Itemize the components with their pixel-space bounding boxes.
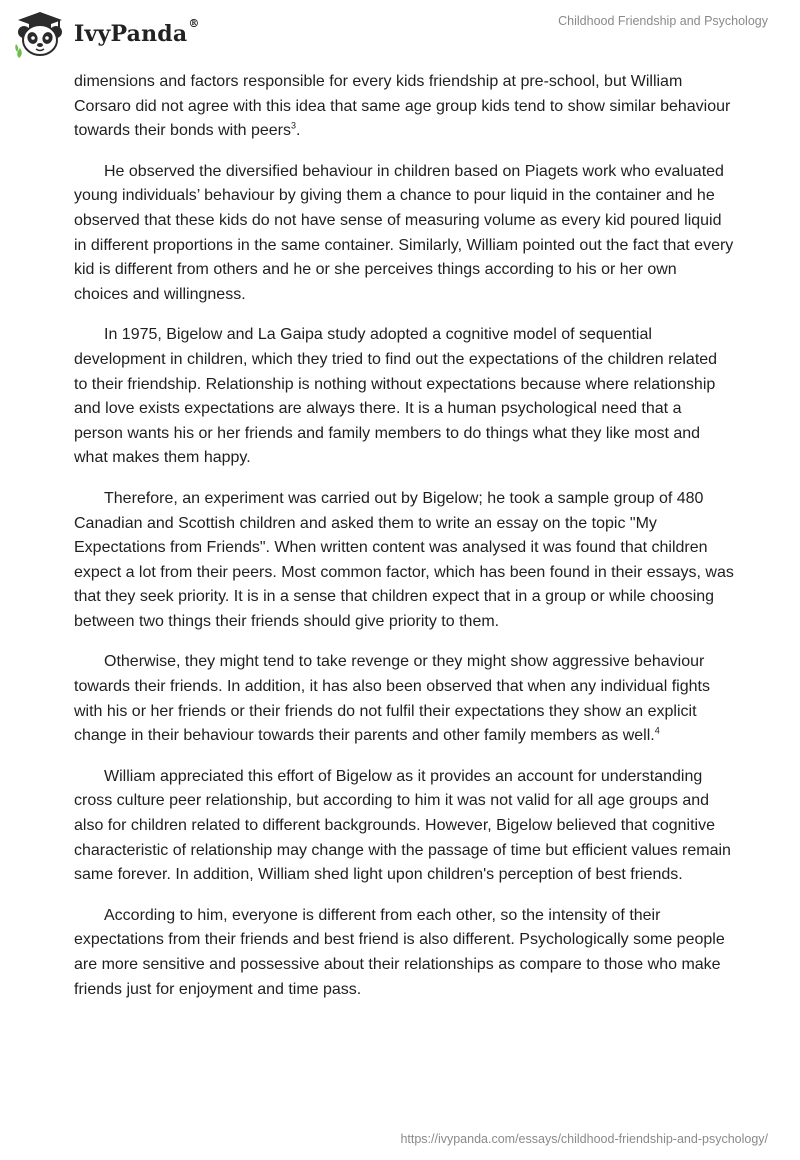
paragraph-text: In 1975, Bigelow and La Gaipa study adopted a cognitive model of sequential development in children, which they tried to find out the expectations of the children related to their friendship. Relationship is nothing without expectations because where relationship and love exists expectations are always there. It is a human psychological need that a person wants his or her friends and family members to do things what they like most and what makes them happy. — [74, 326, 718, 467]
source-url[interactable]: https://ivypanda.com/essays/childhood-friendship-and-psychology/ — [400, 1132, 768, 1146]
paragraph-text: He observed the diversified behaviour in children based on Piagets work who evaluated young individuals’ behaviour by giving them a chance to pour liquid in the container and he observed that these kids do not have sense of measuring volume as every kid poured liquid in different proportions in the same container. Similarly, William pointed out the fact that every kid is different from others and he or she perceives things according to his or her own choices and willingness. — [74, 162, 734, 303]
ivypanda-logo[interactable] — [14, 8, 200, 60]
page-header — [0, 0, 800, 72]
paragraph-2 — [74, 160, 734, 308]
panda-graduation-cap-icon — [14, 8, 66, 60]
paragraph-text: dimensions and factors responsible for every kids friendship at pre-school, but William Corsaro did not agree with this idea that same age group kids tend to show similar behaviour towards their bonds with peers — [74, 73, 731, 140]
paragraph-text: Therefore, an experiment was carried out by Bigelow; he took a sample group of 480 Canadian and Scottish children and asked them to write an essay on the topic "My Expectations from Friends". When written content was analysed it was found that children expect a lot from their peers. Most common factor, which has been found in their essays, was that they seek priority. It is in a sense that children expect that in a group or while choosing between two things their friends should give priority to them. — [74, 489, 734, 630]
footnote-ref-3[interactable]: 3 — [291, 120, 297, 131]
paragraph-6 — [74, 765, 734, 888]
brand-name-text: IvyPanda — [74, 21, 188, 47]
essay-body — [74, 70, 734, 1018]
brand-name — [74, 17, 200, 47]
paragraph-5 — [74, 650, 734, 748]
paragraph-text: Otherwise, they might tend to take revenge or they might show aggressive behaviour towards their friends. In addition, it has also been observed that when any individual fights with his or her friends or their friends do not fulfil their expectations they show an explicit change in their behaviour towards their parents and other family members as well. — [74, 653, 710, 745]
paragraph-7 — [74, 904, 734, 1002]
document-title: Childhood Friendship and Psychology — [558, 14, 768, 28]
footnote-ref-4[interactable]: 4 — [654, 725, 660, 736]
registered-mark: ® — [188, 17, 200, 30]
paragraph-tail: . — [296, 122, 301, 140]
paragraph-text: William appreciated this effort of Bigelow as it provides an account for understanding cross culture peer relationship, but according to him it was not valid for all age groups and also for children related to different backgrounds. However, Bigelow believed that cognitive characteristic of relationship may change with the passage of time but efficient values remain same forever. In addition, William shed light upon children's perception of best friends. — [74, 767, 731, 884]
paragraph-3 — [74, 323, 734, 471]
paragraph-1 — [74, 70, 734, 144]
paragraph-4 — [74, 487, 734, 635]
paragraph-text: According to him, everyone is different from each other, so the intensity of their expectations from their friends and best friend is also different. Psychologically some people are more sensitive and possessive about their relationships as compare to those who make friends just for enjoyment and time pass. — [74, 906, 725, 998]
